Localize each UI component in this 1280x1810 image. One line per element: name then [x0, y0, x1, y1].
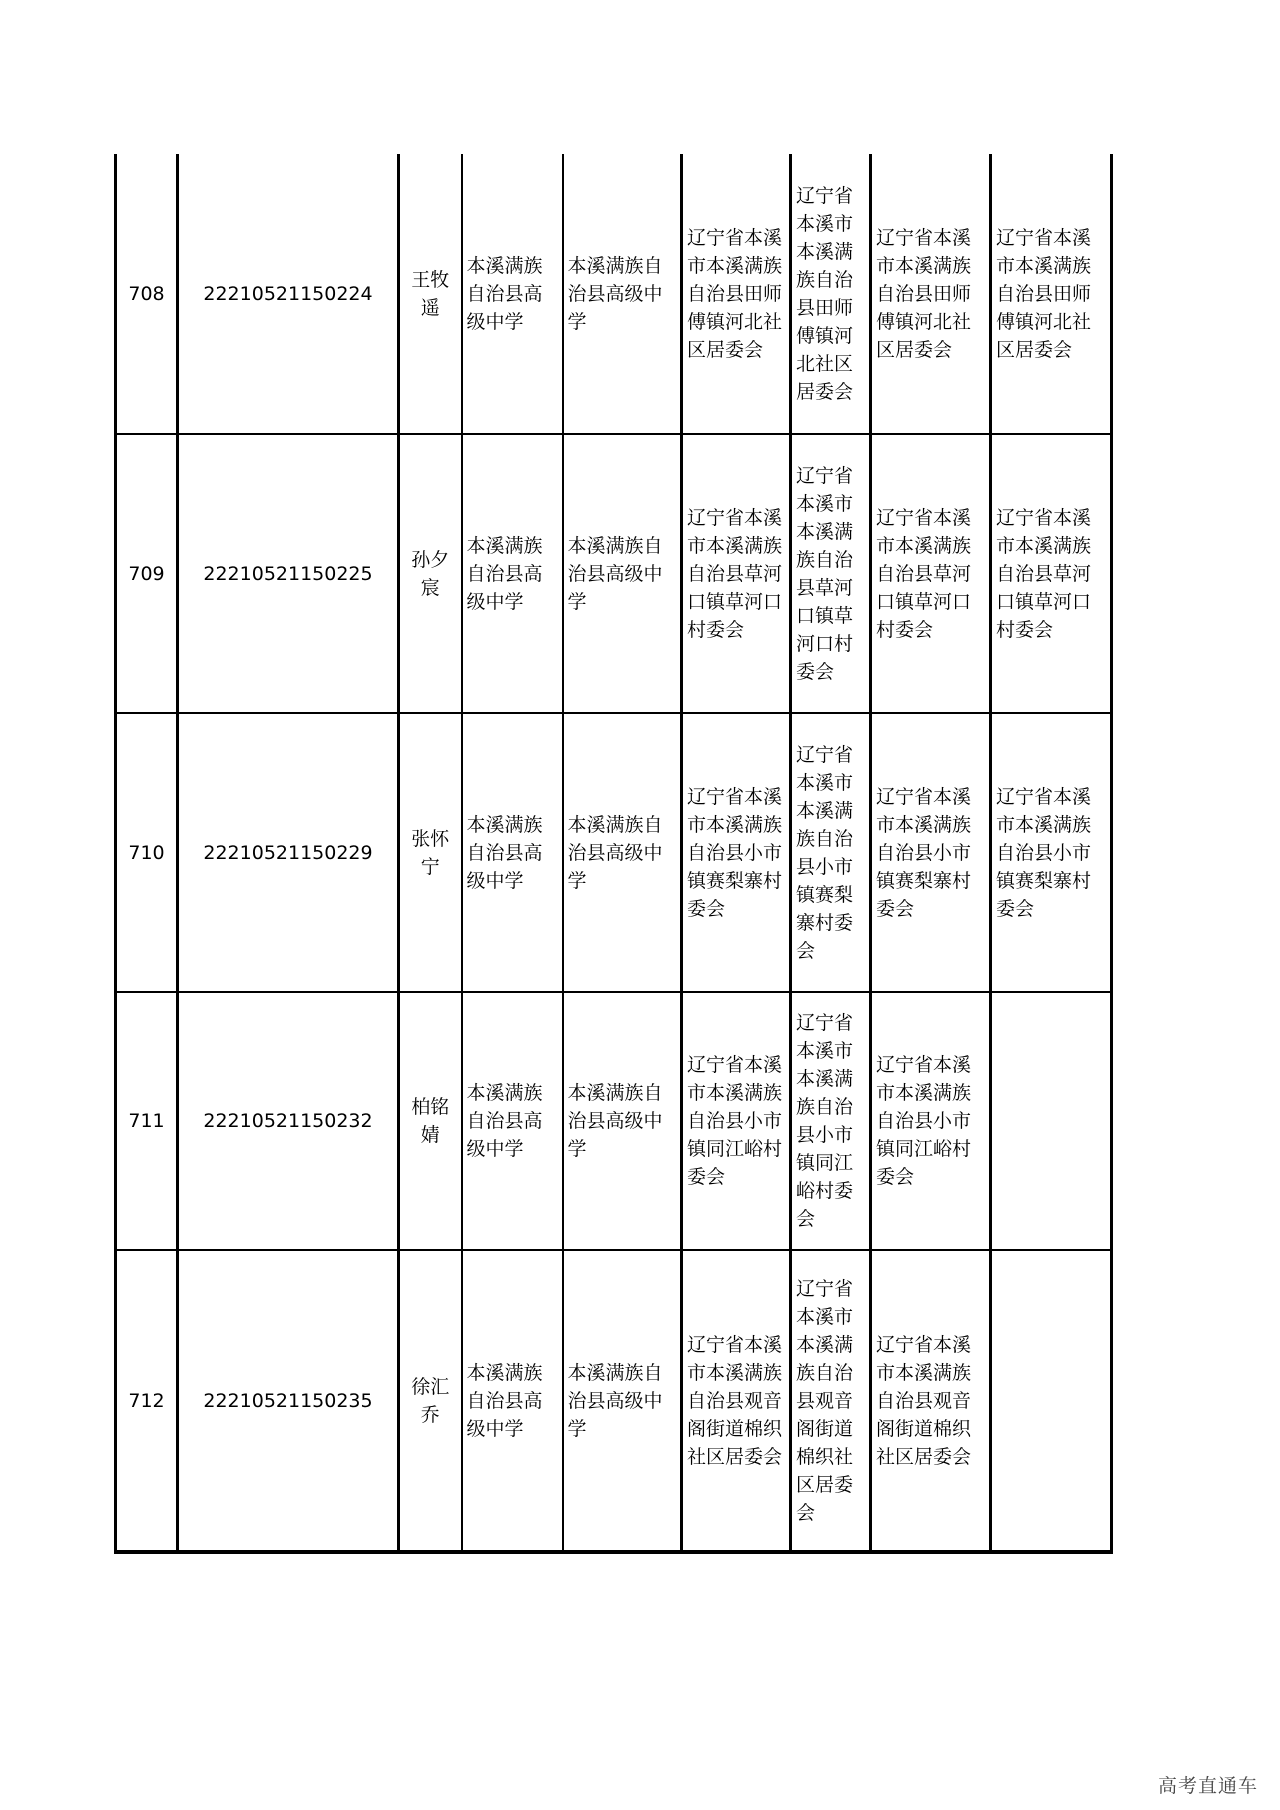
school-cell: 本溪满族自治县高级中学 — [462, 1250, 563, 1552]
residence-cell-3: 辽宁省本溪市本溪满族自治县小市镇赛梨寨村委会 — [871, 713, 991, 992]
student-name: 王牧遥 — [399, 154, 462, 434]
table-row — [116, 992, 1112, 1250]
table-row — [116, 713, 1112, 992]
residence-cell-4 — [991, 1250, 1112, 1552]
row-index: 710 — [116, 713, 178, 992]
student-name: 张怀宁 — [399, 713, 462, 992]
residence-cell-3: 辽宁省本溪市本溪满族自治县小市镇同江峪村委会 — [871, 992, 991, 1250]
exam-number: 22210521150224 — [178, 154, 399, 434]
residence-cell-2: 辽宁省本溪市本溪满族自治县观音阁街道棉织社区居委会 — [791, 1250, 871, 1552]
table-row — [116, 154, 1112, 434]
residence-cell-3: 辽宁省本溪市本溪满族自治县观音阁街道棉织社区居委会 — [871, 1250, 991, 1552]
school-cell: 本溪满族自治县高级中学 — [462, 154, 563, 434]
residence-cell-2: 辽宁省本溪市本溪满族自治县小市镇赛梨寨村委会 — [791, 713, 871, 992]
row-index: 708 — [116, 154, 178, 434]
student-name: 徐汇乔 — [399, 1250, 462, 1552]
school-cell: 本溪满族自治县高级中学 — [462, 434, 563, 713]
exam-number: 22210521150229 — [178, 713, 399, 992]
school-cell-2: 本溪满族自治县高级中学 — [563, 154, 682, 434]
row-index: 709 — [116, 434, 178, 713]
residence-cell: 辽宁省本溪市本溪满族自治县小市镇赛梨寨村委会 — [682, 713, 791, 992]
residence-cell: 辽宁省本溪市本溪满族自治县草河口镇草河口村委会 — [682, 434, 791, 713]
residence-cell-4 — [991, 992, 1112, 1250]
school-cell-2: 本溪满族自治县高级中学 — [563, 434, 682, 713]
residence-cell-2: 辽宁省本溪市本溪满族自治县草河口镇草河口村委会 — [791, 434, 871, 713]
student-name: 柏铭婧 — [399, 992, 462, 1250]
school-cell-2: 本溪满族自治县高级中学 — [563, 1250, 682, 1552]
school-cell-2: 本溪满族自治县高级中学 — [563, 713, 682, 992]
school-cell-2: 本溪满族自治县高级中学 — [563, 992, 682, 1250]
residence-cell-2: 辽宁省本溪市本溪满族自治县田师傅镇河北社区居委会 — [791, 154, 871, 434]
residence-cell: 辽宁省本溪市本溪满族自治县小市镇同江峪村委会 — [682, 992, 791, 1250]
residence-cell-4: 辽宁省本溪市本溪满族自治县小市镇赛梨寨村委会 — [991, 713, 1112, 992]
row-index: 712 — [116, 1250, 178, 1552]
exam-number: 22210521150232 — [178, 992, 399, 1250]
row-index: 711 — [116, 992, 178, 1250]
residence-cell-4: 辽宁省本溪市本溪满族自治县草河口镇草河口村委会 — [991, 434, 1112, 713]
student-name: 孙夕宸 — [399, 434, 462, 713]
exam-number: 22210521150225 — [178, 434, 399, 713]
residence-cell-4: 辽宁省本溪市本溪满族自治县田师傅镇河北社区居委会 — [991, 154, 1112, 434]
watermark-text: 高考直通车 — [1157, 1775, 1258, 1797]
school-cell: 本溪满族自治县高级中学 — [462, 992, 563, 1250]
exam-number: 22210521150235 — [178, 1250, 399, 1552]
table-row — [116, 1250, 1112, 1552]
school-cell: 本溪满族自治县高级中学 — [462, 713, 563, 992]
residence-cell: 辽宁省本溪市本溪满族自治县观音阁街道棉织社区居委会 — [682, 1250, 791, 1552]
residence-cell-3: 辽宁省本溪市本溪满族自治县田师傅镇河北社区居委会 — [871, 154, 991, 434]
table-row — [116, 434, 1112, 713]
residence-cell-2: 辽宁省本溪市本溪满族自治县小市镇同江峪村委会 — [791, 992, 871, 1250]
student-table — [114, 154, 1113, 1554]
residence-cell-3: 辽宁省本溪市本溪满族自治县草河口镇草河口村委会 — [871, 434, 991, 713]
residence-cell: 辽宁省本溪市本溪满族自治县田师傅镇河北社区居委会 — [682, 154, 791, 434]
